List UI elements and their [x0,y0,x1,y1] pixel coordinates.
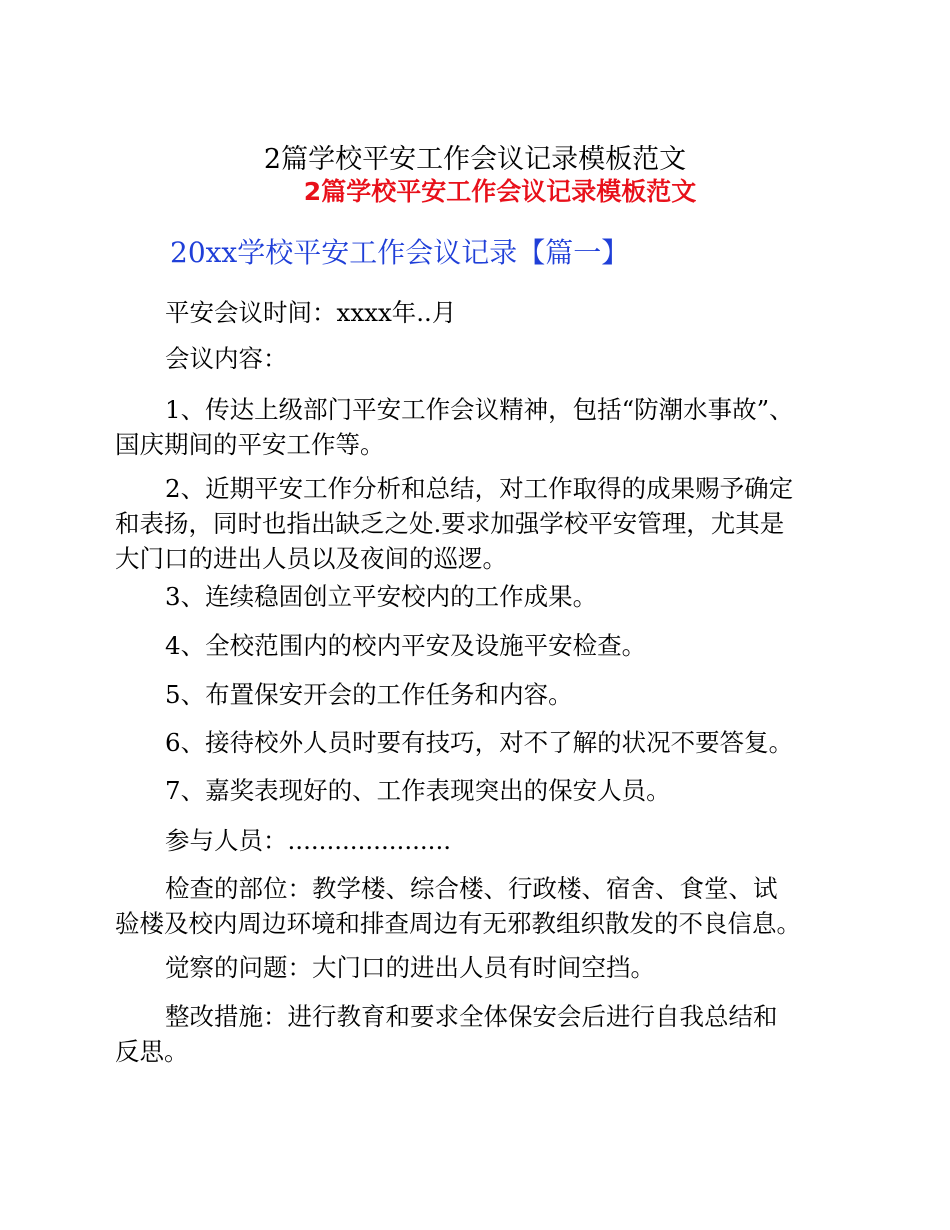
paragraph-item-7 [115,773,845,808]
paragraph-line: 和表扬，同时也指出缺乏之处.要求加强学校平安管理，尤其是 [115,509,785,538]
paragraph-line: 检查的部位：教学楼、综合楼、行政楼、宿舍、食堂、试 [165,874,778,903]
paragraph-line: 觉察的问题：大门口的进出人员有时间空挡。 [165,953,655,982]
paragraph-rectification [115,999,845,1069]
paragraph-line: 5、布置保安开会的工作任务和内容。 [165,680,573,709]
paragraph-item-6 [115,725,845,760]
paragraph-line: 反思。 [115,1037,189,1066]
paragraph-line: 2、近期平安工作分析和总结，对工作取得的成果赐予确定 [165,474,794,503]
paragraph-meeting-time [115,295,845,330]
paragraph-participants [115,823,845,858]
paragraph-item-3 [115,579,845,614]
paragraph-line: 会议内容： [165,344,288,373]
paragraph-line: 7、嘉奖表现好的、工作表现突出的保安人员。 [165,776,671,805]
paragraph-found-issues [115,950,845,985]
paragraph-item-5 [115,677,845,712]
document-title: 2篇学校平安工作会议记录模板范文 [263,144,687,175]
paragraph-line: 4、全校范围内的校内平安及设施平安检查。 [165,631,647,660]
paragraph-item-4 [115,628,845,663]
section-heading: 20xx学校平安工作会议记录【篇一】 [170,236,630,269]
paragraph-item-1 [115,392,845,462]
paragraph-line: 6、接待校外人员时要有技巧，对不了解的状况不要答复。 [165,728,794,757]
paragraph-line: 国庆期间的平安工作等。 [115,430,385,459]
paragraph-line: 参与人员：..................... [165,826,452,855]
document-subtitle: 2篇学校平安工作会议记录模板范文 [303,177,697,206]
paragraph-line: 平安会议时间：xxxx年..月 [165,298,457,327]
paragraph-line: 大门口的进出人员以及夜间的巡逻。 [115,544,507,573]
paragraph-line: 1、传达上级部门平安工作会议精神，包括“防潮水事故”、 [165,395,794,424]
paragraph-line: 3、连续稳固创立平安校内的工作成果。 [165,582,598,611]
paragraph-inspection-areas [115,871,845,941]
paragraph-line: 验楼及校内周边环境和排查周边有无邪教组织散发的不良信息。 [115,909,801,938]
paragraph-line: 整改措施：进行教育和要求全体保安会后进行自我总结和 [165,1002,778,1031]
paragraph-meeting-content-label [115,341,845,376]
paragraph-item-2 [115,471,845,576]
